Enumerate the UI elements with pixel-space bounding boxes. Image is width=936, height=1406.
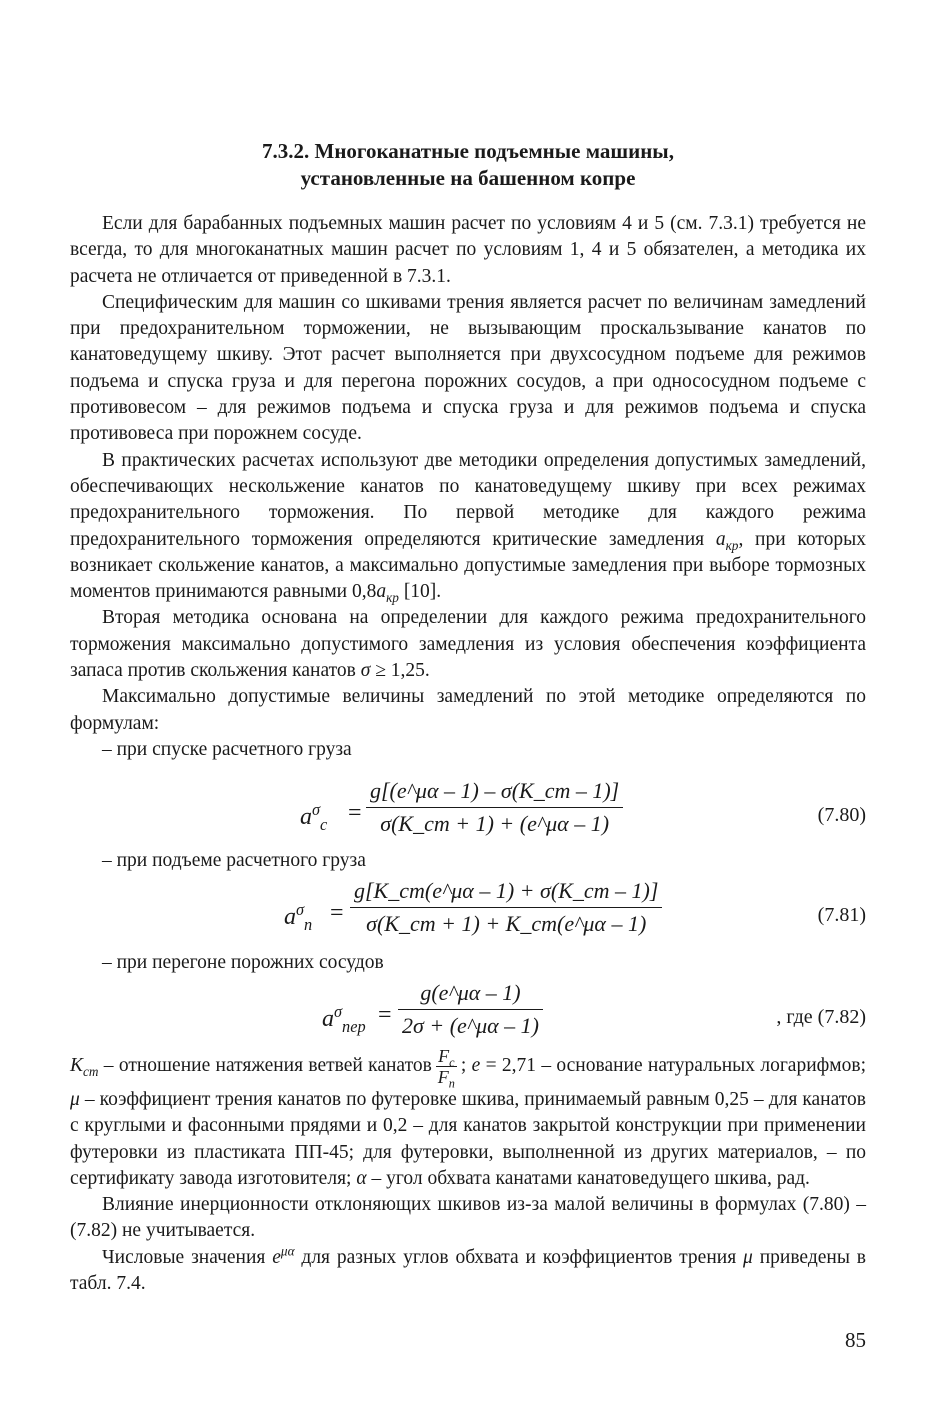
e-symbol: e [471,1054,481,1076]
formula-denominator: σ(K_ст + 1) + (e^μα – 1) [366,807,623,837]
lhs-superscript: σ [312,800,321,819]
lhs-variable: a [284,904,296,930]
paragraph-3-text-b: , при которых возникает скольжение канатов, а максимально допустимые замедления при выборе тормозных моментов принимаются равными 0,8 [70,528,866,603]
lhs-subscript: c [320,814,328,834]
paragraph-7: Влияние инерционности отклоняющих шкивов из-за малой величины в формулах (7.80) – (7.82) не учитывается. [70,1194,866,1242]
fraction-denominator-var: F [437,1067,449,1087]
equation-number: , где (7.82) [776,1006,866,1028]
paragraph-4 [70,605,866,684]
paragraph-4-text-a: Вторая методика основана на определении для каждого режима предохранительного торможения максимально допустимого замедления из условия обеспечения коэффициента запаса против скольжения канатов [70,607,866,682]
formula-denominator: 2σ + (e^μα – 1) [398,1009,543,1039]
k-st-variable: K [70,1054,84,1076]
sigma-symbol: σ [360,660,371,682]
lhs-superscript: σ [296,900,305,919]
fraction-numerator-sub: с [449,1055,455,1070]
a-kr-variable: a [715,528,726,550]
fraction-numerator-var: F [438,1046,450,1066]
paragraph-6-text-a: – отношение натяжения ветвей канатов [98,1054,432,1076]
a-kr-variable-2: a [376,581,387,603]
formula-7-80-fraction [366,778,623,837]
lhs-variable: a [300,804,312,830]
list-item-ascent: – при подъеме расчетного груза [102,850,366,871]
fraction-denominator-sub: п [448,1076,455,1091]
formula-numerator: g[K_ст(e^μα – 1) + σ(K_ст – 1)] [354,878,659,903]
section-title-line-2: установленные на башенном копре [300,166,636,190]
a-kr-subscript: кр [725,537,739,553]
paragraph-2: Специфическим для машин со шкивами трения является расчет по величинам замедлений при предохранительном торможении, не вызывающим проскальзывание канатов по канатоведущему шкиву. Этот расчет выполняется при двухсосудном подъеме для режимов подъема и спуска груза и для перегона порожних сосудов, а при однососудном подъеме с противовесом – для режимов подъема и спуска груза и для режимов подъема и спуска противовеса при порожнем сосуде. [70,291,866,445]
paragraph-3-text-c: [10]. [398,581,442,603]
fraction-denominator [436,1067,457,1091]
lhs-subscript: пер [342,1016,366,1036]
list-item-descent: – при спуске расчетного груза [102,738,352,760]
paragraph-3-text-a: В практических расчетах используют две методики определения допустимых замедлений, обеспечивающих нескольжение канатов по канатоведущему шкиву при всех режимах предохранительного торможения. По первой методике для каждого режима предохранительного торможения определяются критические замедления [70,449,866,550]
page-number: 85 [845,1328,866,1352]
paragraph-6-text-c: = 2,71 – основание натуральных логарифмов; [480,1054,867,1076]
list-item-empty-transfer: – при перегоне порожних сосудов [102,952,384,973]
paragraph-6-text-e: – угол обхвата канатами канатоведущего шкива, рад. [366,1167,810,1189]
section-title-line-1: 7.3.2. Многоканатные подъемные машины, [262,139,674,163]
exp-superscript: μα [280,1243,295,1259]
formula-denominator: σ(K_ст + 1) + K_ст(e^μα – 1) [350,907,662,937]
formula-7-81-lhs [284,900,313,934]
paragraph-8-text-a: Числовые значения [102,1246,273,1268]
fraction-numerator [436,1046,457,1070]
equation-number: (7.80) [817,804,866,826]
paragraph-6-text-d: – коэффициент трения канатов по футеровке шкива, принимаемый равным 0,25 – для канатов с круглыми и фасонными прядями и 0,2 – для канатов закрытой конструкции при применении футеровки из пластиката ПП-45; для футеровки, выполненной из других материалов, – по сертификату завода изготовителя; [70,1089,866,1189]
text-block-bottom [70,1046,866,1297]
text-block-top [70,211,866,763]
lhs-superscript: σ [334,1002,343,1021]
lhs-variable: a [322,1006,334,1032]
paragraph-6 [70,1046,866,1192]
paragraph-3 [70,448,866,606]
paragraph-8-text-b: для разных углов обхвата и коэффициентов трения [294,1246,744,1268]
tension-ratio-fraction [436,1046,457,1091]
formula-7-80-lhs [300,800,328,834]
a-kr-subscript-2: кр [386,590,399,606]
text-item-3 [70,950,866,976]
equals-sign: = [348,800,362,826]
lhs-subscript: п [304,914,313,934]
mu-symbol: μ [70,1089,80,1110]
text-item-2 [70,848,866,874]
paragraph-5: Максимально допустимые величины замедлений по этой методике определяются по формулам: [70,686,866,734]
exp-base: e [272,1246,281,1268]
mu-symbol-2: μ [743,1246,753,1268]
equals-sign: = [330,900,344,926]
formula-numerator: g[(e^μα – 1) – σ(K_ст – 1)] [370,778,620,803]
paragraph-8-text-c: приведены в табл. 7.4. [70,1246,867,1295]
formula-7-81-fraction [350,878,662,937]
paragraph-6-text-b: ; [460,1054,472,1076]
alpha-symbol: α [356,1167,367,1189]
equation-number: (7.81) [817,904,866,926]
paragraph-8 [70,1245,866,1298]
paragraph-1: Если для барабанных подъемных машин расчет по условиям 4 и 5 (см. 7.3.1) требуется не всегда, то для многоканатных машин расчет по условиям 1, 4 и 5 обязателен, а методика их расчета не отличается от приведенной в 7.3.1. [70,213,866,287]
k-st-subscript: ст [83,1063,99,1079]
formula-7-82-lhs [322,1002,366,1036]
equals-sign: = [378,1002,392,1028]
formula-numerator: g(e^μα – 1) [420,980,521,1005]
formula-7-82-fraction [398,980,543,1039]
paragraph-4-text-b: ≥ 1,25. [370,660,430,682]
